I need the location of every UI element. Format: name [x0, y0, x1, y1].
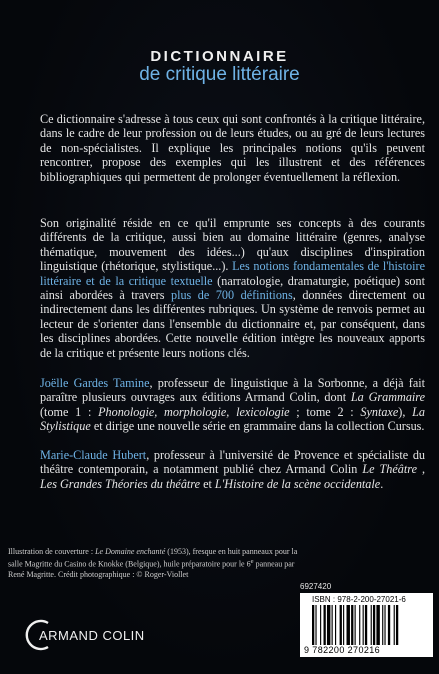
barcode-bar — [371, 605, 372, 645]
publisher-name: ARMAND COLIN — [39, 628, 145, 643]
credit-text-c: panneau par René Magritte. Crédit photographique : © Roger-Viollet — [8, 559, 295, 579]
barcode-bar — [384, 605, 385, 645]
barcode-bar — [324, 605, 326, 645]
book-subtitle: de critique littéraire — [139, 64, 300, 85]
barcode-bar — [359, 605, 360, 645]
credit-text-b: (1953), fresque en huit panneaux pour la salle Magritte du Casino de Knokke (Belgique), huile préparatoire pour le 6 — [8, 547, 298, 569]
barcode-bar — [332, 605, 333, 645]
author-name-gardes-tamine: Joëlle Gardes Tamine — [40, 376, 150, 390]
p3-text-b: (tome 1 : — [40, 404, 99, 419]
barcode-bar — [382, 605, 383, 645]
barcode-bar — [363, 605, 364, 645]
barcode-bar — [343, 605, 344, 645]
p4-title-theories: Les Grandes Théories du théâtre — [40, 476, 201, 491]
barcode-bar — [327, 605, 330, 645]
barcode-bar — [340, 605, 342, 645]
p4-text-c: et — [200, 476, 215, 491]
p2-text-b: (narratologie, dramaturgie, poétique) sont ainsi abordées à travers — [40, 273, 425, 303]
paragraph-intro — [40, 112, 425, 184]
barcode-box — [300, 593, 433, 657]
p4-text-b: , — [416, 462, 426, 477]
author-bio-gardes-tamine — [40, 376, 425, 434]
credit-text-a: Illustration de couverture : — [8, 547, 96, 556]
barcode-bar — [312, 605, 314, 645]
p4-text-d: . — [380, 476, 384, 491]
credit-artwork-title: Le Domaine enchanté — [95, 547, 166, 556]
isbn-label: ISBN : 978-2-200-27021-6 — [312, 595, 406, 604]
author-bio-hubert — [40, 448, 425, 491]
p2-text-c: , données directement ou indirectement dans les différentes rubriques. Un système de renvois permet au lecteur de s'orienter dans l'ensemble du dictionnaire et, par conséquent, dans les disciplines abordées. Cette nouvelle édition intègre les nouveaux apports de la critique et présente leurs notions clés. — [40, 288, 425, 360]
credit-superscript: e — [250, 558, 254, 565]
p2-text-a: Son originalité réside en ce qu'il emprunte ses concepts à des courants différents de la critique, aussi bien au domaine littéraire (genres, analyse thématique, mouvement des idées...) qu'aux disciplines d'inspiration linguistique (rhétorique, stylistique...). — [40, 216, 425, 274]
p3-text-a: , professeur de linguistique à la Sorbonne, a déjà fait paraître plusieurs ouvrages aux éditions Armand Colin, dont — [40, 376, 426, 405]
book-title: DICTIONNAIRE — [150, 48, 289, 65]
barcode-bars — [312, 605, 424, 645]
barcode-bar — [315, 605, 316, 645]
barcode-bar — [388, 605, 390, 645]
p4-title-histoire: L'Histoire de la scène occidentale — [214, 476, 381, 491]
illustration-credit — [8, 547, 308, 580]
p3-text-c: ; tome 2 : — [289, 404, 361, 419]
barcode-bar — [320, 605, 321, 645]
p3-title-syntaxe: Syntaxe — [360, 404, 399, 419]
p3-text-e: et dirige une nouvelle série en grammaire dans la collection Cursus. — [90, 419, 425, 434]
publisher-logo — [22, 617, 172, 653]
product-code: 6927420 — [300, 582, 332, 591]
p4-title-theatre: Le Théâtre — [362, 462, 417, 477]
barcode — [300, 593, 433, 657]
barcode-digits: 9 782200 270216 — [304, 645, 381, 655]
p3-text-d: ), — [398, 404, 413, 419]
barcode-bar — [365, 605, 367, 645]
barcode-bar — [351, 605, 353, 645]
barcode-bar — [376, 605, 379, 645]
barcode-bar — [394, 605, 395, 645]
author-name-hubert: Marie-Claude Hubert — [40, 448, 147, 462]
barcode-bar — [373, 605, 375, 645]
paragraph-intro-text: Ce dictionnaire s'adresse à tous ceux qui sont confrontés à la critique littéraire, dans le cadre de leur profession ou de leurs études, ou au gré de leurs lectures de non-spécialistes. Il explique les principales notions qu'ils peuvent rencontrer, propose des exemples qui les illustrent et des références bibliographiques qui permettent de prolonger éventuellement la réflexion. — [40, 112, 425, 184]
barcode-bar — [347, 605, 350, 645]
p2-highlight-notions: Les notions fondamentales de l'histoire littéraire et de la critique textuelle — [40, 259, 425, 288]
p3-title-grammaire: La Grammaire — [350, 390, 426, 405]
barcode-bar — [355, 605, 356, 645]
p4-text-a: , professeur à l'université de Provence et spécialiste du théâtre contemporain, a notamment publié chez Armand Colin — [40, 448, 426, 477]
barcode-bar — [396, 605, 398, 645]
barcode-bar — [335, 605, 336, 645]
p3-title-stylistique: La Stylistique — [40, 404, 425, 434]
paragraph-originality — [40, 216, 425, 360]
p2-highlight-definitions: plus de 700 définitions — [170, 288, 293, 303]
p3-title-tome1: Phonologie, morphologie, lexicologie — [98, 404, 290, 419]
